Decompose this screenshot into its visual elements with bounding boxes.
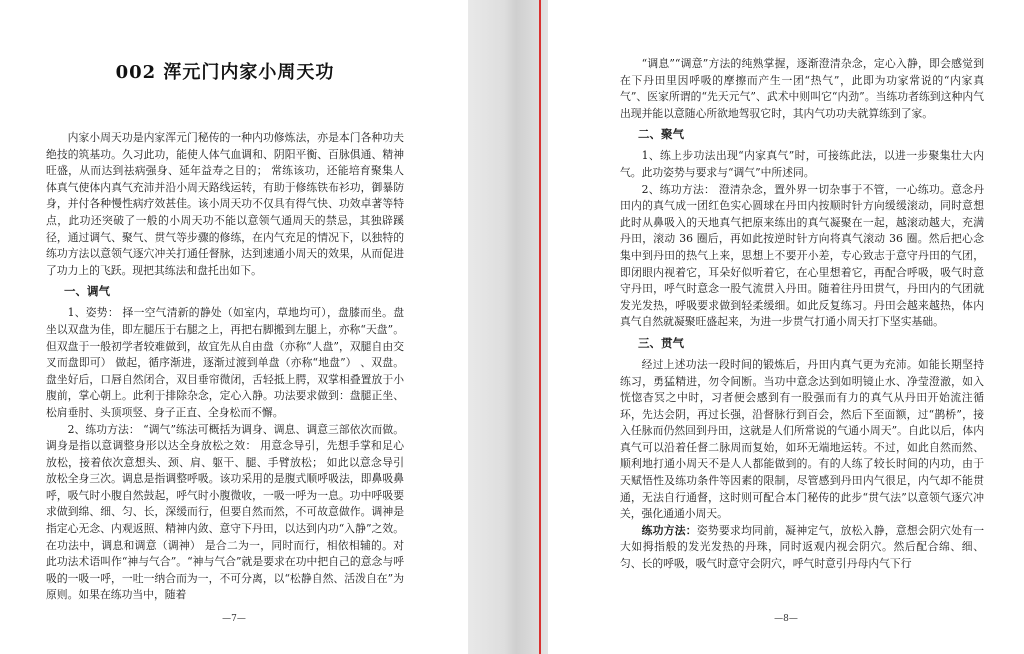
method-paragraph: 2、练功方法： “调气”练法可概括为调身、调息、调意三部依次而做。调身是指以意调整身形以达全身放松之效： 用意念导引，先想手掌和足心放松，接着依次意想头、颈、肩、躯干、腿、手臂放松； 如此以意念导引放松全身三次。调息是指调整呼吸。该功采用的是腹式顺呼吸法，即鼻吸鼻呼，吸气时小腹自然鼓起，呼气时小腹微收，一吸一呼为一息。功中呼吸要求做到绵、细、匀、长，深缓而行，但要自然而然，不可故意做作。调神是指定心无念、内观返照、精神内敛、意守下丹田，以达到内功“入静”之效。在功法中，调息和调意（调神） 是合二为一，同时而行，相依相辅的。对此功法术语叫作“神与气合”。“神与气合”就是要求在功中把自己的意念与呼吸的一吸一呼，一吐一纳合而为一，不可分离，以“松静自然、活泼自在”为原则。如果在练功当中，随着: [46, 422, 404, 602]
method-label: 练功方法：: [641, 523, 697, 537]
page-number-left: —7—: [222, 614, 246, 624]
right-page: [548, 0, 1024, 654]
intro-paragraph: 内家小周天功是内家浑元门秘传的一种内功修炼法，亦是本门各种功夫绝技的筑基功。久习此功，能使人体气血调和、阴阳平衡、百脉俱通、精神旺盛，从而达到祛病强身、延年益寿之目的； 常练该功，还能培育聚集人体真气使体内真气充沛并沿小周天路线运转，有助于修练铁布衫功，御暴防身，并付各种慢性病疗效甚佳。该小周天功不仅具有得气快、功效卓著等特点，此功还突破了一般的小周天功不能以意领气通周天的禁忌，其独辟蹊径，通过调气、聚气、贯气等步骤的修练，在内气充足的情况下，以独特的练功方法以意领气逐穴冲关打通任督脉，达到速通小周天的效果，从而促进了功力上的飞跃。现把其练法和盘托出如下。: [46, 131, 404, 277]
guanqi-paragraph-1: 经过上述功法一段时间的锻炼后，丹田内真气更为充沛。如能长期坚持练习，勇猛精进，勿令间断。当功中意念达到如明镜止水、净莹澄澈，如入恍惚杳冥之中时，习者便会感到有一股强而有力的真气从丹田开始流注循环，先达会阴，再过长强，沿督脉行到百会，然后下至面额，过“鹊桥”，接入任脉而仍然回到丹田，这就是人们所常说的气通小周天”。自此以后，体内真气可以沿着任督二脉周而复始，如环无端地运转。不过，如此自然而然、顺利地打通小周天不是人人都能做到的。有的人练了较长时间的内功，由于天赋悟性及练功条件等因素的限制，尽管感到丹田内气很足，内气却不能贯通，无法自行通督，这时则可配合本门秘传的此步“贯气法”以意领气逐穴冲关，强化通通小周天。: [620, 357, 984, 521]
section-heading-tiaoqi: 一、调气: [64, 284, 110, 299]
gutter-divider: [539, 0, 541, 654]
page-number-right: —8—: [774, 614, 798, 624]
book-gutter: [468, 0, 548, 654]
section-heading-guanqi: 三、贯气: [638, 335, 684, 350]
chapter-title: 002 浑元门内家小周天功: [115, 62, 335, 83]
continuation-paragraph: “调息”“调意”方法的纯熟掌握，逐渐澄清杂念，定心入静，即会感觉到在下丹田里因呼吸的摩擦而产生一团“热气”，此即为功家常说的“内家真气”、医家所谓的“先天元气”、武术中则叫它“内劲”。当练功者练到这种内气出现并能以意随心所欲地驾驭它时，其内气功功夫就算练到了家。: [620, 57, 984, 120]
juqi-paragraph-1: 1、练上步功法出现“内家真气”时，可接练此法，以进一步聚集壮大内气。此功姿势与要求与“调气”中所述同。: [620, 149, 984, 179]
juqi-paragraph-2: 2、练功方法： 澄清杂念，置外界一切杂事于不管，一心练功。意念丹田内的真气成一团红色实心圆球在丹田内按顺时针方向缓缓滚动，同时意想此时从鼻吸入的天地真气把原来练出的真气凝聚在一起，越滚动越大，充满丹田，滚动 36 圈后，再如此按逆时针方向将真气滚动 36 圈。然后把心念集中到丹田的热气上来，思想上不要开小差，专心致志于意守丹田的气团，即闭眼内视着它，耳朵好似听着它，在心里想着它，再配合呼吸，吸气时意守丹田，呼气时意念一股气流贯入丹田。随着往丹田贯气，丹田内的气团就发光发热，呼吸要求做到轻柔缓细。如此反复练习。丹田会越来越热，体内真气自然就凝聚旺盛起来，为进一步贯气打通小周天打下坚实基础。: [620, 182, 984, 329]
posture-paragraph: 1、姿势： 择一空气清新的静处（如室内，草地均可），盘膝而坐。盘坐以双盘为佳，即左腿压于右腿之上，再把右脚搬到左腿上，亦称“天盘”。但双盘于一般初学者较难做到，故宜先从自由盘（亦称“人盘”，双腿自由交叉而盘即可） 做起，循序渐进，逐渐过渡到单盘（亦称“地盘”） 、双盘。盘坐好后，口唇自然闭合，双目垂帘微闭，舌轻抵上腭，双掌相叠置放于小腹前，掌心朝上。此利于排除杂念，定心入静。功法要求做到：盘腿正坐、松肩垂肘、头顶项竖、身子正直、全身松而不懈。: [46, 306, 404, 419]
method-text: 姿势要求均同前，凝神定气，放松入静，意想会阴穴处有一大如拇指般的发光发热的丹珠，同时返观内视会阴穴。然后配合绵、细、匀、长的呼吸，吸气时意守会阴穴，呼气时意引丹母内气下行: [620, 523, 985, 571]
left-page: [0, 0, 468, 654]
section-heading-juqi: 二、聚气: [638, 127, 684, 142]
guanqi-paragraph-2: [620, 523, 984, 573]
